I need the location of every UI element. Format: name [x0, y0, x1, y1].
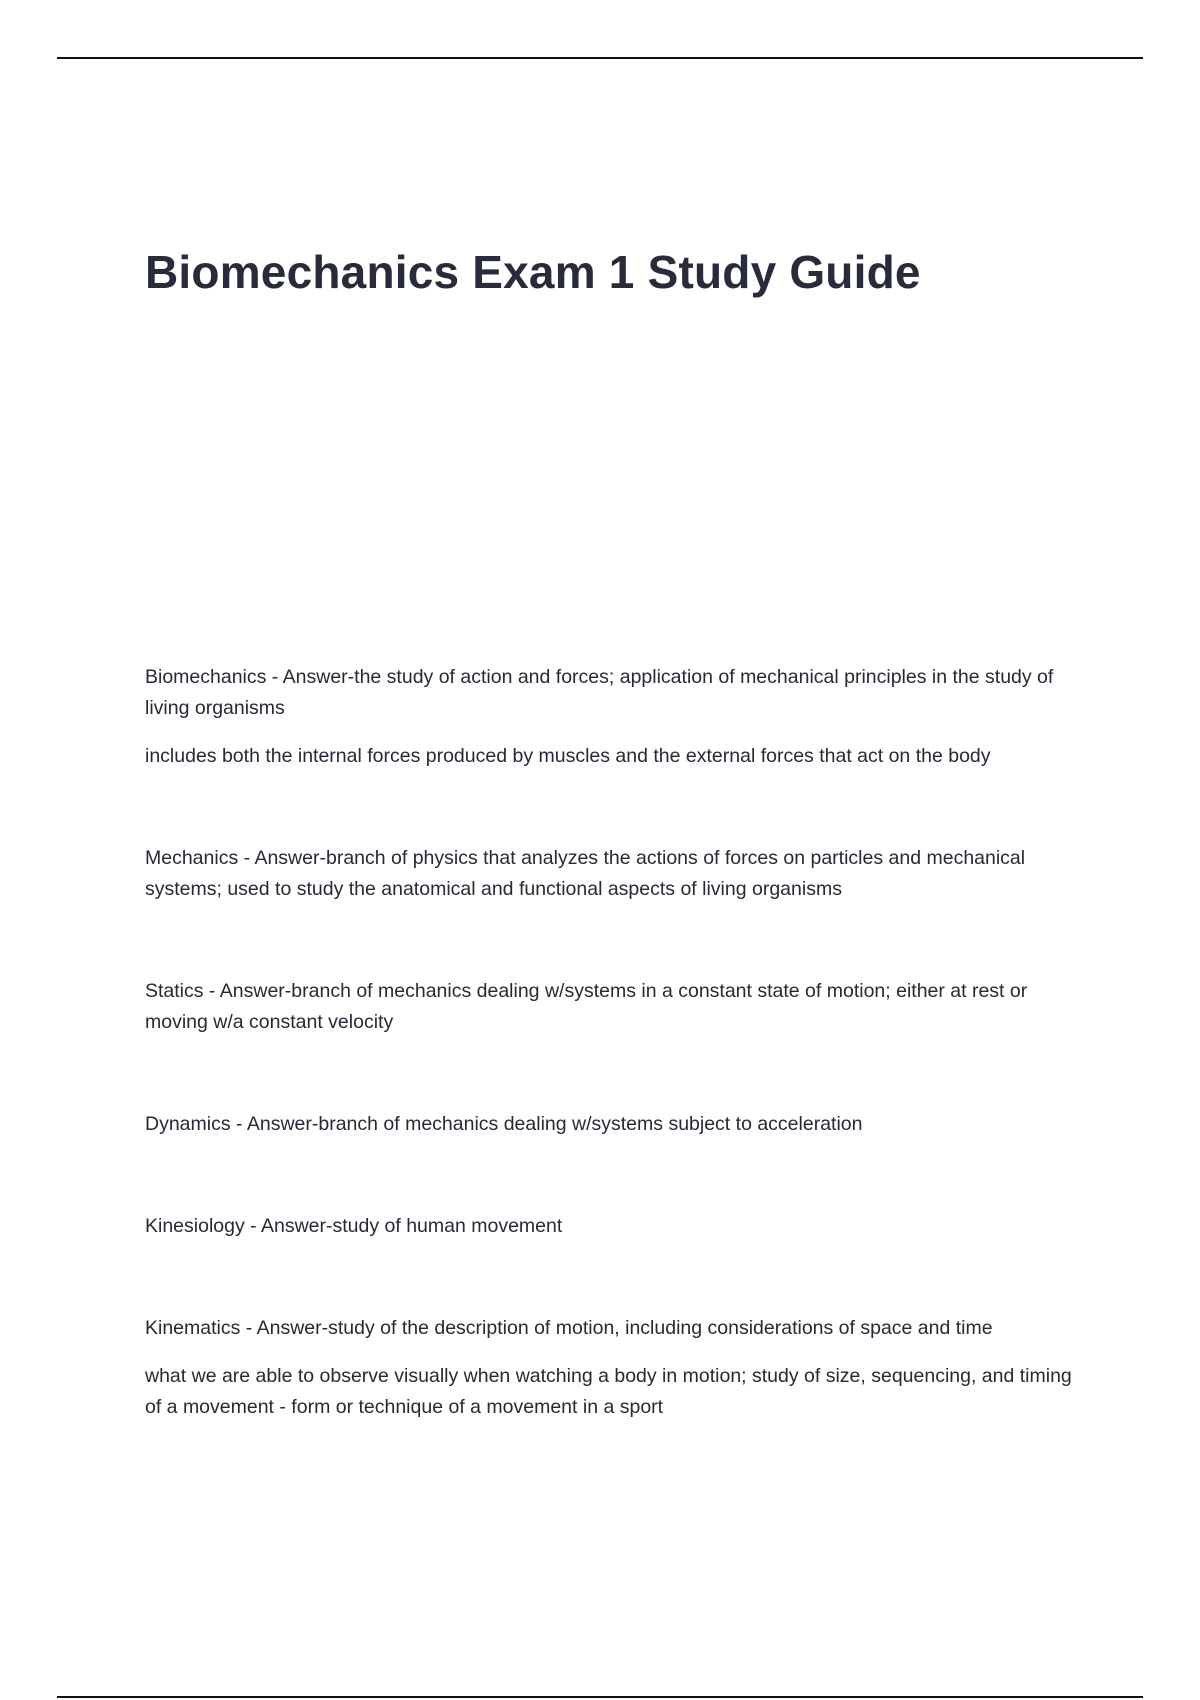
- entry-extra: what we are able to observe visually when watching a body in motion; study of size, sequencing, and timing of a movement - form or technique of a movement in a sport: [145, 1365, 1072, 1418]
- entry-statics: [145, 976, 1085, 1038]
- entry-mechanics: [145, 843, 1085, 905]
- entry-kinematics: [145, 1313, 1085, 1423]
- entry-text: Dynamics - Answer-branch of mechanics dealing w/systems subject to acceleration: [145, 1113, 863, 1135]
- bottom-rule: [57, 1696, 1143, 1698]
- entry-biomechanics: [145, 662, 1085, 772]
- entry-dynamics: [145, 1109, 1085, 1140]
- entry-text: Biomechanics - Answer-the study of action and forces; application of mechanical principles in the study of living organisms: [145, 666, 1054, 719]
- top-rule: [57, 57, 1143, 59]
- entry-text: Kinematics - Answer-study of the description of motion, including considerations of space and time: [145, 1317, 993, 1339]
- page-title: Biomechanics Exam 1 Study Guide: [145, 246, 921, 298]
- entry-extra: includes both the internal forces produced by muscles and the external forces that act on the body: [145, 745, 991, 767]
- entry-kinesiology: [145, 1211, 1085, 1242]
- study-entries: [145, 662, 1085, 1423]
- entry-text: Statics - Answer-branch of mechanics dealing w/systems in a constant state of motion; either at rest or moving w/a constant velocity: [145, 980, 1028, 1033]
- entry-text: Mechanics - Answer-branch of physics that analyzes the actions of forces on particles and mechanical systems; used to study the anatomical and functional aspects of living organisms: [145, 847, 1026, 900]
- entry-text: Kinesiology - Answer-study of human movement: [145, 1215, 563, 1237]
